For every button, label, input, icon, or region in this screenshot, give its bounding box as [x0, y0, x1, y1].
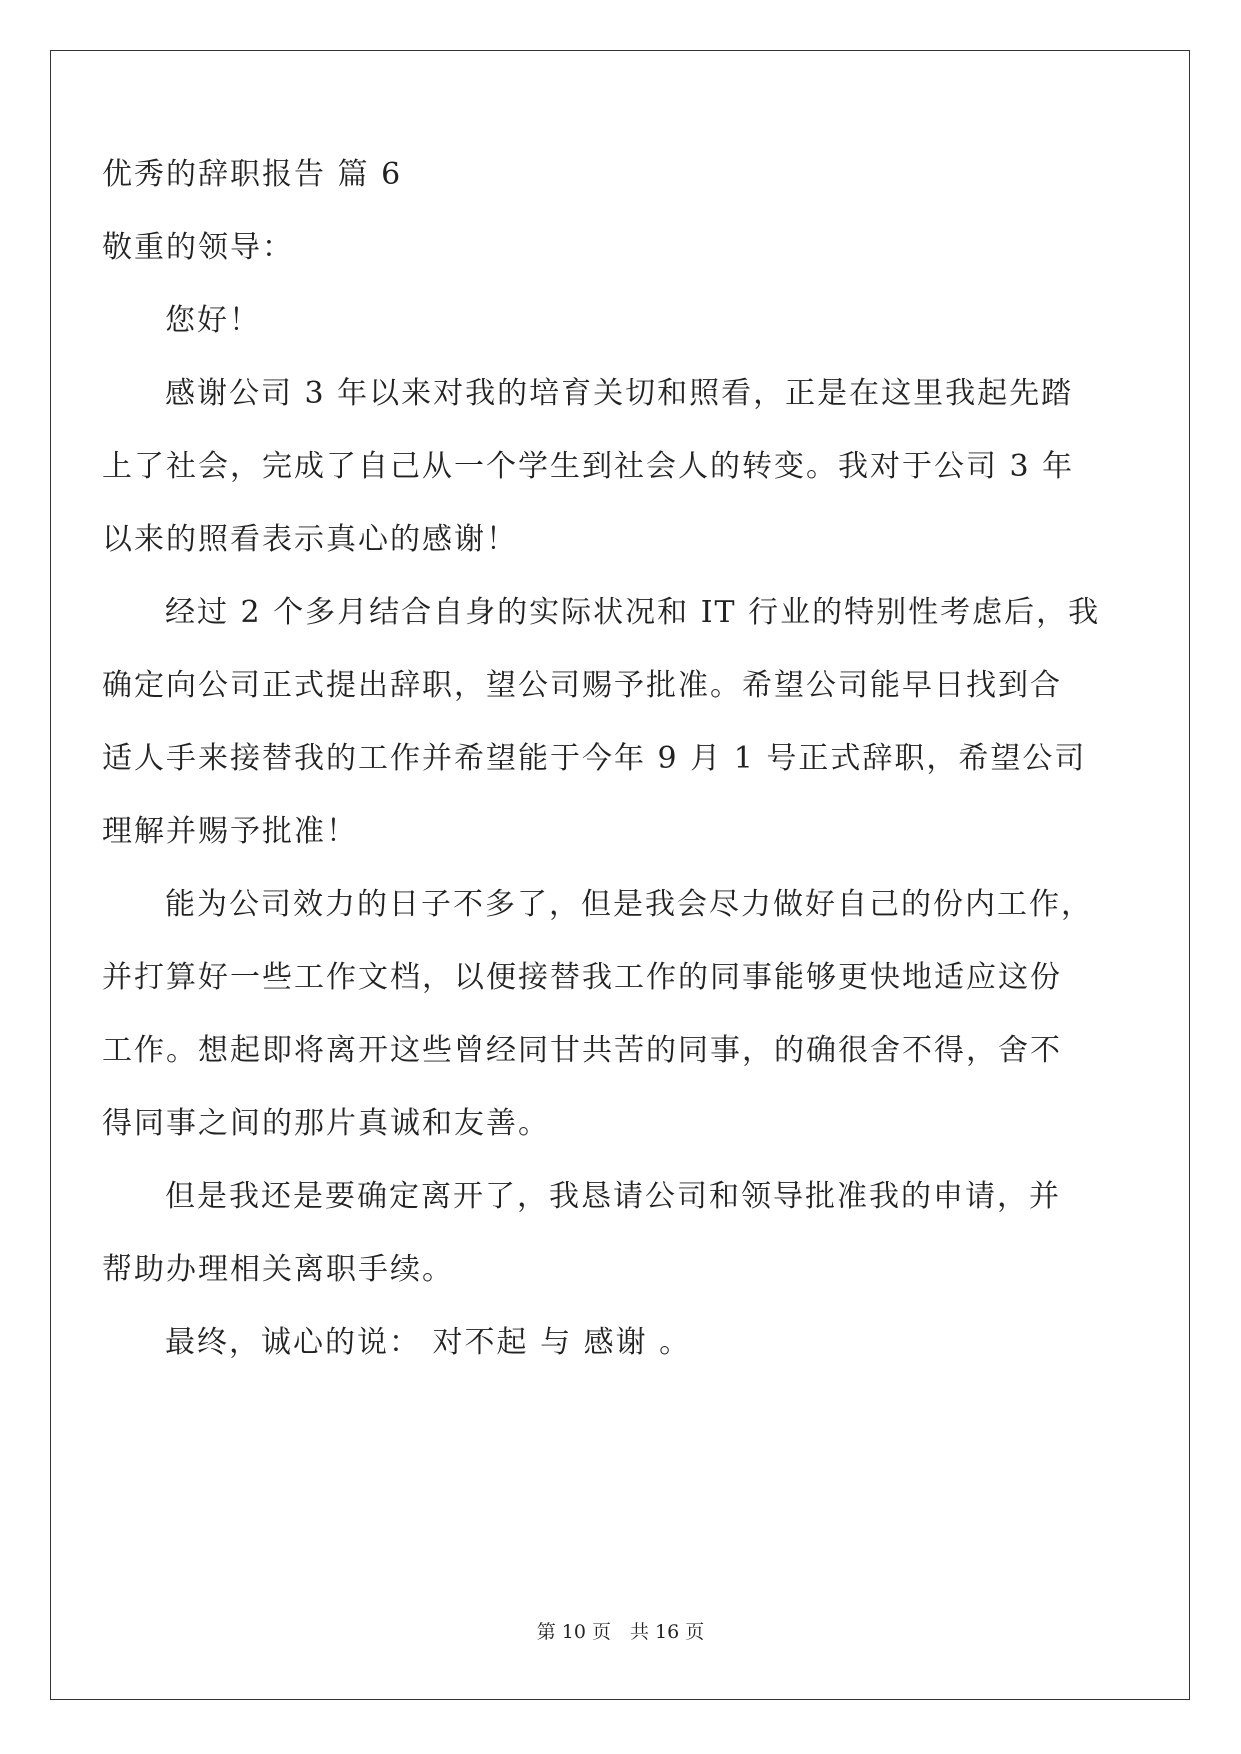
- paragraph-line: 适人手来接替我的工作并希望能于今年 9 月 1 号正式辞职，希望公司: [102, 741, 1087, 776]
- paragraph-line: 以来的照看表示真心的感谢！: [102, 522, 518, 557]
- document-title: 优秀的辞职报告 篇 6: [102, 157, 403, 192]
- paragraph-line: 经过 2 个多月结合自身的实际状况和 IT 行业的特别性考虑后，我: [165, 595, 1101, 630]
- page-border: [50, 50, 1190, 1700]
- paragraph-line: 上了社会，完成了自己从一个学生到社会人的转变。我对于公司 3 年: [102, 449, 1075, 484]
- paragraph-line: 但是我还是要确定离开了，我恳请公司和领导批准我的申请，并: [165, 1179, 1061, 1214]
- paragraph-line: 帮助办理相关离职手续。: [102, 1252, 454, 1287]
- paragraph-line: 并打算好一些工作文档，以便接替我工作的同事能够更快地适应这份: [102, 960, 1062, 995]
- paragraph-line: 感谢公司 3 年以来对我的培育关切和照看，正是在这里我起先踏: [165, 376, 1074, 411]
- paragraph-line: 工作。想起即将离开这些曾经同甘共苦的同事，的确很舍不得，舍不: [102, 1033, 1062, 1068]
- paragraph-line: 理解并赐予批准！: [102, 814, 358, 849]
- greeting-line: 您好！: [165, 303, 261, 338]
- paragraph-line: 确定向公司正式提出辞职，望公司赐予批准。希望公司能早日找到合: [102, 668, 1062, 703]
- salutation-line: 敬重的领导：: [102, 230, 294, 265]
- page-number: 第 10 页 共 16 页: [536, 1621, 705, 1643]
- paragraph-line: 得同事之间的那片真诚和友善。: [102, 1106, 550, 1141]
- closing-line: 最终，诚心的说： 对不起 与 感谢 。: [165, 1325, 692, 1360]
- paragraph-line: 能为公司效力的日子不多了，但是我会尽力做好自己的份内工作，: [165, 887, 1093, 922]
